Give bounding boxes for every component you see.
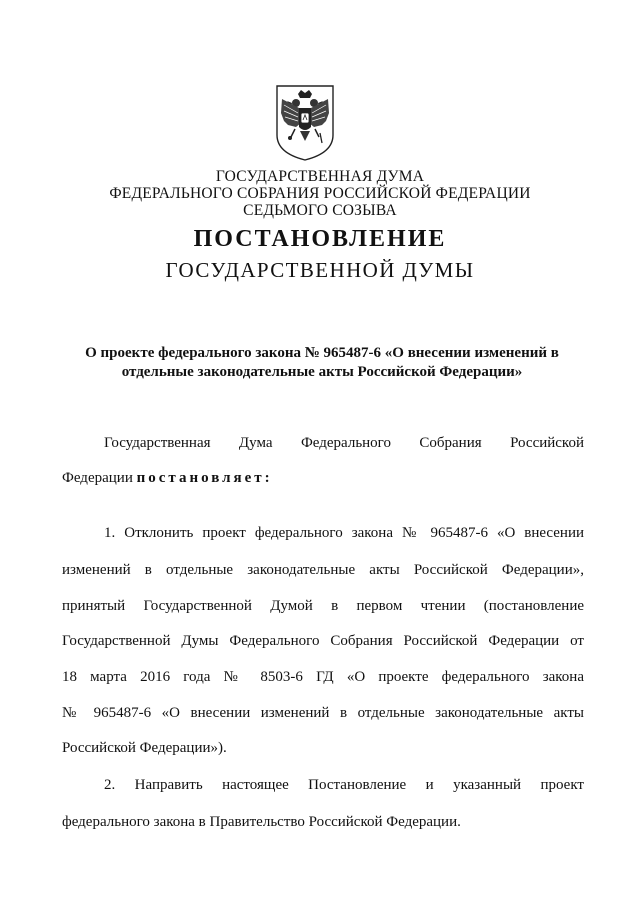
body-paragraph-2-line: 1. Отклонить проект федерального закона № 965487-6 «О внесении [104,525,584,541]
subject-line-1: О проекте федерального закона № 965487-6 «О внесении изменений в [85,345,559,361]
body-paragraph-2-line: № 965487-6 «О внесении изменений в отдельные законодательные акты [62,705,584,721]
convocation-line: СЕДЬМОГО СОЗЫВА [243,202,397,219]
resolution-verb: постановляет: [136,470,273,486]
body-paragraph-2-line: 18 марта 2016 года № 8503-6 ГД «О проекте федерального закона [62,669,584,685]
body-paragraph-2-line: принятый Государственной Думой в первом чтении (постановление [62,598,584,614]
body-paragraph-3-line: федерального закона в Правительство Российской Федерации. [62,814,461,830]
body-paragraph-1-line-1: Государственная Дума Федерального Собрания Российской [104,435,584,451]
coat-of-arms-icon [274,83,336,163]
subject-line-2: отдельные законодательные акты Российской Федерации» [121,364,523,380]
body-paragraph-2-line: Российской Федерации»). [62,740,227,756]
issuer-line-2: ФЕДЕРАЛЬНОГО СОБРАНИЯ РОССИЙСКОЙ ФЕДЕРАЦИИ [109,185,531,202]
document-title: ПОСТАНОВЛЕНИЕ [193,226,447,252]
resolution-intro: Федерации [62,470,137,486]
body-paragraph-2-line: Государственной Думы Федерального Собрания Российской Федерации от [62,633,584,649]
body-paragraph-1-line-2 [62,470,584,487]
body-paragraph-2-line: изменений в отдельные законодательные акты Российской Федерации», [62,562,584,578]
issuer-line-1: ГОСУДАРСТВЕННАЯ ДУМА [215,168,425,185]
body-paragraph-3-line: 2. Направить настоящее Постановление и указанный проект [104,777,584,793]
document-subtitle: ГОСУДАРСТВЕННОЙ ДУМЫ [165,258,475,282]
